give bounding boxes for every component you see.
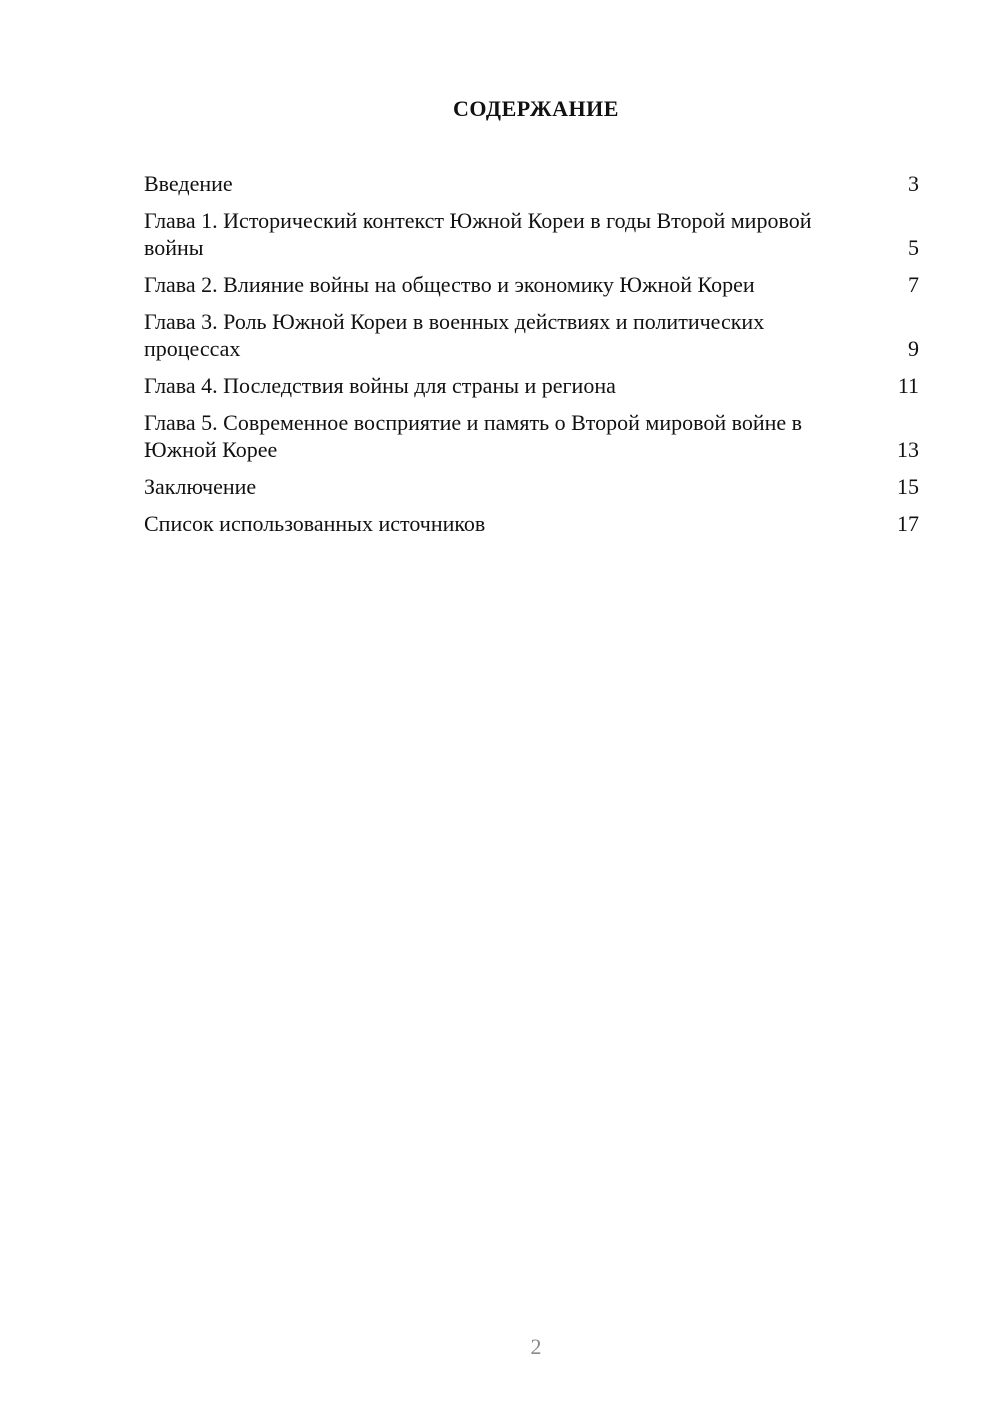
toc-entry-label: Список использованных источников — [144, 511, 486, 536]
toc-entry-label: Глава 2. Влияние войны на общество и экономику Южной Кореи — [144, 272, 755, 297]
toc-entry[interactable] — [144, 170, 919, 197]
toc-entry[interactable] — [144, 308, 919, 362]
toc-entry[interactable] — [144, 409, 919, 463]
page-number: 2 — [530, 1334, 542, 1359]
toc-entry[interactable] — [144, 510, 919, 537]
toc-entry-page: 17 — [897, 511, 919, 536]
table-of-contents — [144, 170, 919, 547]
toc-entry[interactable] — [144, 372, 919, 399]
toc-entry-page: 3 — [908, 171, 919, 196]
toc-entry[interactable] — [144, 473, 919, 500]
toc-entry-page: 5 — [908, 235, 919, 260]
toc-entry-label: Глава 5. Современное восприятие и память о Второй мировой войне в Южной Корее — [144, 410, 803, 462]
toc-entry-page: 7 — [908, 272, 919, 297]
toc-entry-label: Глава 4. Последствия войны для страны и региона — [144, 373, 616, 398]
toc-entry[interactable] — [144, 271, 919, 298]
toc-entry-label: Глава 1. Исторический контекст Южной Кореи в годы Второй мировой войны — [144, 208, 812, 260]
toc-entry-page: 11 — [897, 373, 919, 398]
toc-entry-label: Введение — [144, 171, 233, 196]
page-title: СОДЕРЖАНИЕ — [453, 96, 619, 121]
toc-entry-label: Глава 3. Роль Южной Кореи в военных действиях и политических процессах — [144, 309, 765, 361]
toc-entry-label: Заключение — [144, 474, 257, 499]
toc-entry-page: 13 — [897, 437, 919, 462]
toc-entry-page: 15 — [897, 474, 919, 499]
toc-entry-page: 9 — [908, 336, 919, 361]
toc-entry[interactable] — [144, 207, 919, 261]
